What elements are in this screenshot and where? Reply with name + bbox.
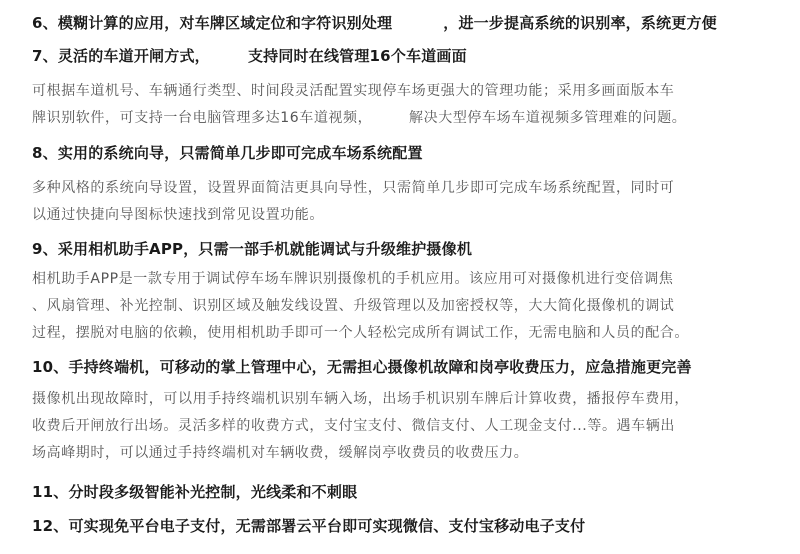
section-10-line-3: 场高峰期时，可以通过手持终端机对车辆收费，缓解岗亭收费员的收费压力。 (32, 445, 529, 461)
section-8-line-2: 以通过快捷向导图标快速找到常见设置功能。 (32, 207, 324, 223)
section-11-heading: 11、分时段多级智能补光控制，光线柔和不刺眼 (32, 483, 358, 501)
section-10-line-1: 摄像机出现故障时，可以用手持终端机识别车辆入场，出场手机识别车牌后计算收费，播报停车费用， (32, 391, 689, 407)
section-9-line-3: 过程，摆脱对电脑的依赖，使用相机助手即可一个人轻松完成所有调试工作，无需电脑和人员的配合。 (32, 325, 689, 341)
section-10-line-2: 收费后开闸放行出场。灵活多样的收费方式，支付宝支付、微信支付、人工现金支付...等。遇车辆出 (32, 418, 675, 434)
section-7-heading: 7、灵活的车道开闸方式， 支持同时在线管理16个车道画面 (32, 47, 467, 65)
section-8-heading: 8、实用的系统向导，只需简单几步即可完成车场系统配置 (32, 144, 423, 162)
section-6-heading: 6、模糊计算的应用，对车牌区域定位和字符识别处理 ，进一步提高系统的识别率，系统更方便 (32, 14, 717, 32)
section-9-heading: 9、采用相机助手APP，只需一部手机就能调试与升级维护摄像机 (32, 240, 473, 258)
section-9-line-2: 、风扇管理、补光控制、识别区域及触发线设置、升级管理以及加密授权等，大大简化摄像机的调试 (32, 298, 675, 314)
section-10-heading: 10、手持终端机，可移动的掌上管理中心，无需担心摄像机故障和岗亭收费压力，应急措施更完善 (32, 358, 692, 376)
section-7-line-2: 牌识别软件，可支持一台电脑管理多达16车道视频， 解决大型停车场车道视频多管理难的问题。 (32, 110, 687, 126)
section-12-heading: 12、可实现免平台电子支付，无需部署云平台即可实现微信、支付宝移动电子支付 (32, 517, 586, 535)
section-9-line-1: 相机助手APP是一款专用于调试停车场车牌识别摄像机的手机应用。该应用可对摄像机进行变倍调焦 (32, 271, 674, 287)
section-8-line-1: 多种风格的系统向导设置，设置界面简洁更具向导性，只需简单几步即可完成车场系统配置，同时可 (32, 180, 675, 196)
section-7-line-1: 可根据车道机号、车辆通行类型、时间段灵活配置实现停车场更强大的管理功能；采用多画面版本车 (32, 83, 675, 99)
